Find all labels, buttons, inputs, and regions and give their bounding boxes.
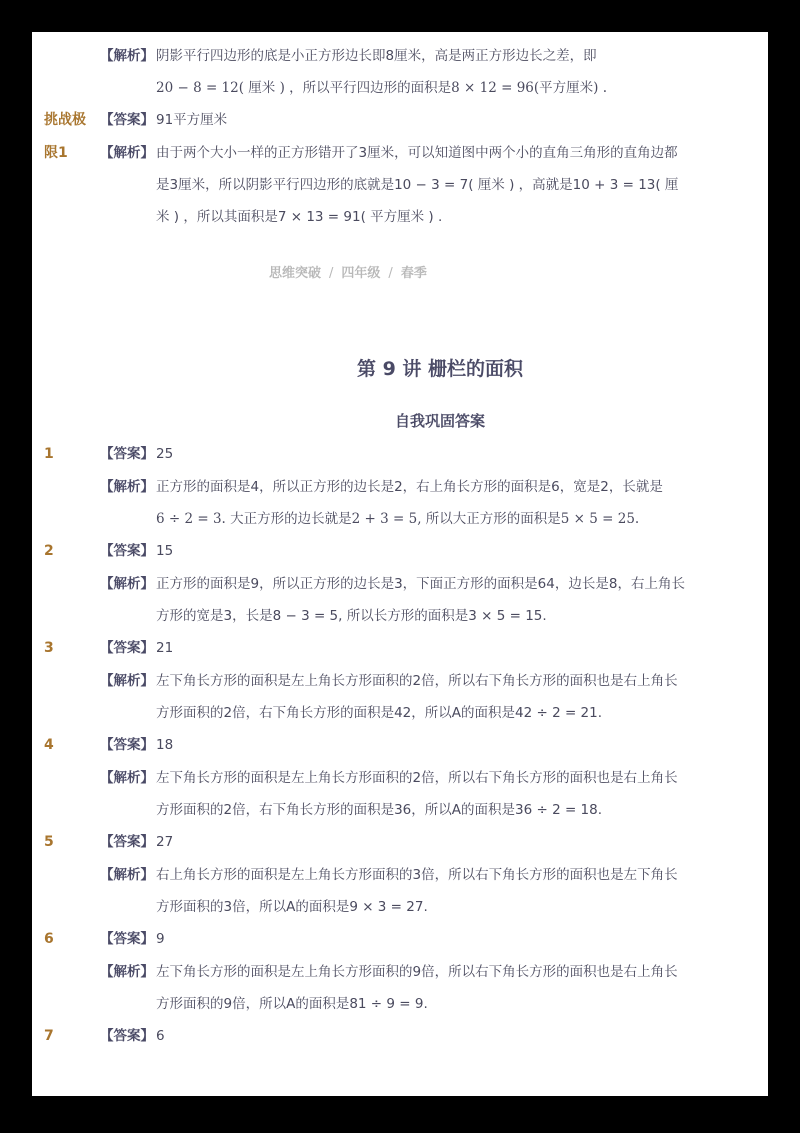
item-number: 4 [44,737,54,753]
challenge-number-cont: 限1 [44,145,68,161]
answer-label: 【答案】 [100,737,154,753]
explain-line: 正方形的面积是4，所以正方形的边长是2，右上角长方形的面积是6，宽是2，长就是 [156,479,663,495]
footer-term: 春季 [400,266,427,281]
answer-label: 【答案】 [100,1028,154,1044]
explain-line: 方形面积的3倍，所以A的面积是9 × 3 = 27. [156,899,428,915]
item-number: 3 [44,640,54,656]
explain-label: 【解析】 [100,576,154,592]
explain-label: 【解析】 [100,673,154,689]
explain-line: 正方形的面积是9，所以正方形的边长是3，下面正方形的面积是64，边长是8，右上角长 [156,576,685,592]
footer-separator: / [388,266,393,281]
footer-separator: / [329,266,334,281]
answer-value: 6 [156,1028,165,1044]
explain-label: 【解析】 [100,867,154,883]
answer-value: 15 [156,543,174,559]
footer-grade: 四年级 [341,266,381,281]
answer-label: 【答案】 [100,543,154,559]
explain-line: 是3厘米，所以阴影平行四边形的底就是10 − 3 = 7( 厘米 ) ，高就是10 + 3 = 13( 厘 [156,177,679,193]
answer-label: 【答案】 [100,931,154,947]
lesson-title: 第 9 讲 栅栏的面积 [356,358,524,380]
answer-value: 91平方厘米 [156,112,228,128]
explain-label: 【解析】 [100,479,154,495]
explain-line: 方形面积的2倍，右下角长方形的面积是42，所以A的面积是42 ÷ 2 = 21. [156,705,603,721]
answer-value: 21 [156,640,174,656]
explain-line: 左下角长方形的面积是左上角长方形面积的2倍，所以右下角长方形的面积也是右上角长 [156,770,678,786]
answer-label: 【答案】 [100,834,154,850]
item-number: 1 [44,446,54,462]
explain-label: 【解析】 [100,964,154,980]
answer-value: 9 [156,931,165,947]
explain-line: 方形面积的2倍，右下角长方形的面积是36，所以A的面积是36 ÷ 2 = 18. [156,802,603,818]
item-number: 7 [44,1028,54,1044]
footer-series: 思维突破 [269,266,322,281]
explain-label: 【解析】 [100,48,154,64]
answer-label: 【答案】 [100,112,154,128]
item-number: 2 [44,543,54,559]
explain-line: 米 ) ，所以其面积是7 × 13 = 91( 平方厘米 ) . [156,209,443,225]
answer-value: 18 [156,737,174,753]
explain-line: 阴影平行四边形的底是小正方形边长即8厘米，高是两正方形边长之差，即 [156,48,597,64]
challenge-number: 挑战极 [44,112,86,128]
document-page [32,32,768,1096]
explain-line: 6 ÷ 2 = 3. 大正方形的边长就是2 + 3 = 5, 所以大正方形的面积是5 × 5 = 25. [156,511,640,527]
explain-line: 由于两个大小一样的正方形错开了3厘米，可以知道图中两个小的直角三角形的直角边都 [156,145,678,161]
answer-label: 【答案】 [100,446,154,462]
explain-label: 【解析】 [100,770,154,786]
answer-value: 25 [156,446,174,462]
explain-line: 20 − 8 = 12( 厘米 ) ，所以平行四边形的面积是8 × 12 = 96(平方厘米) . [156,80,607,96]
explain-line: 左下角长方形的面积是左上角长方形面积的9倍，所以右下角长方形的面积也是右上角长 [156,964,678,980]
answer-label: 【答案】 [100,640,154,656]
explain-line: 右上角长方形的面积是左上角长方形面积的3倍，所以右下角长方形的面积也是左下角长 [156,867,678,883]
explain-line: 左下角长方形的面积是左上角长方形面积的2倍，所以右下角长方形的面积也是右上角长 [156,673,678,689]
explain-line: 方形的宽是3，长是8 − 3 = 5, 所以长方形的面积是3 × 5 = 15. [156,608,547,624]
item-number: 5 [44,834,54,850]
item-number: 6 [44,931,54,947]
explain-line: 方形面积的9倍，所以A的面积是81 ÷ 9 = 9. [156,996,428,1012]
explain-label: 【解析】 [100,145,154,161]
section-subtitle: 自我巩固答案 [394,412,485,430]
answer-value: 27 [156,834,174,850]
page-footer [269,264,427,284]
